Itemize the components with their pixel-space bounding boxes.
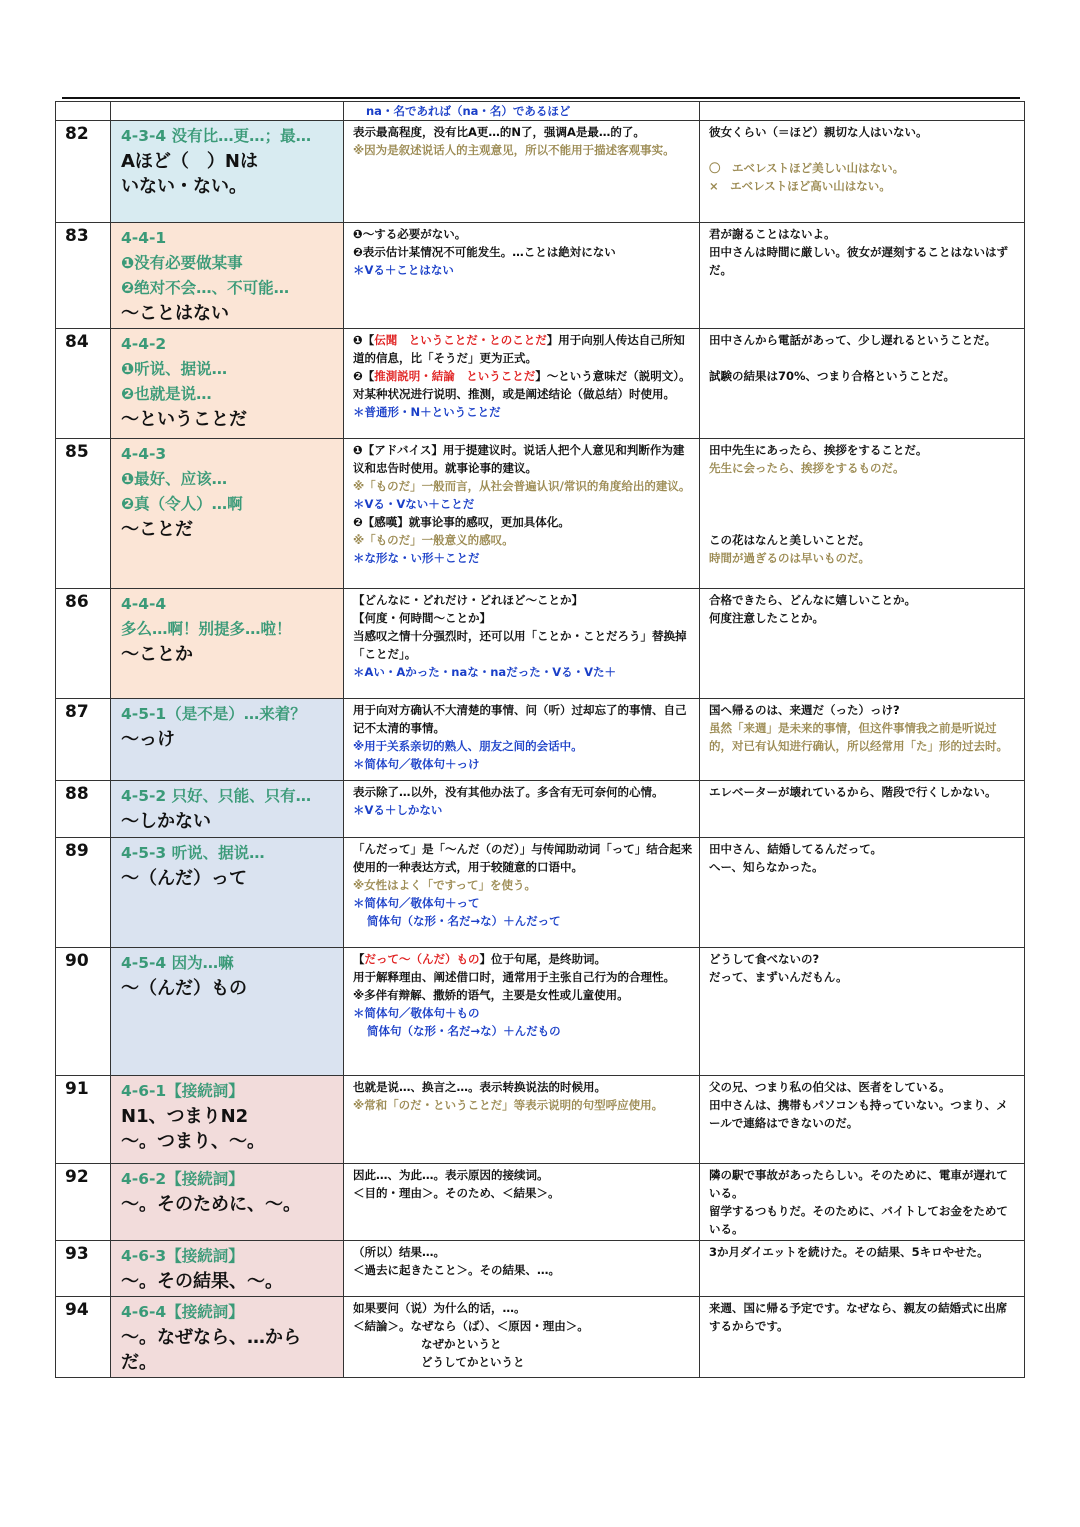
explanation-line: ＊简体句／敬体句＋もの xyxy=(353,1006,480,1020)
grammar-pattern-cell xyxy=(111,781,344,838)
example-cell xyxy=(700,838,1025,948)
explanation-line: 如果要问（说）为什么的话，…。 xyxy=(353,1301,526,1315)
highlight-term: 伝聞 ということだ・とのことだ xyxy=(374,333,547,347)
example-cell xyxy=(700,1164,1025,1241)
explanation-cell xyxy=(344,1076,700,1164)
example-line: 君が謝ることはないよ。 xyxy=(709,227,836,241)
grammar-pattern-cell xyxy=(111,223,344,329)
grammar-form: Aほど（ ）Nは xyxy=(121,151,258,172)
explanation-line: ＊简体句／敬体句＋って xyxy=(353,896,480,910)
table-row xyxy=(56,948,1025,1076)
grammar-form: ～。その結果、～。 xyxy=(121,1271,283,1292)
row-number: 89 xyxy=(56,838,111,948)
example-cell xyxy=(700,1076,1025,1164)
grammar-code-text: 4-5-2 只好、只能、只有… xyxy=(121,787,312,805)
grammar-form: ～ことか xyxy=(121,644,193,665)
explanation-line: どうしてかというと xyxy=(421,1355,525,1369)
example-line: 来週、国に帰る予定です。なぜなら、親友の結婚式に出席するからです。 xyxy=(709,1301,1008,1333)
grammar-pattern-cell xyxy=(111,121,344,223)
top-rule xyxy=(62,97,1020,99)
row-number xyxy=(56,102,111,121)
grammar-pattern-cell xyxy=(111,329,344,439)
grammar-form: ～。なぜなら、…から xyxy=(121,1327,301,1348)
explanation-cell xyxy=(344,781,700,838)
explanation-line xyxy=(353,950,693,968)
grammar-meaning: ❷真（令人）…啊 xyxy=(121,495,243,513)
explanation-line: 用于解释理由、阐述借口时，通常用于主张自己行为的合理性。 xyxy=(353,970,675,984)
explanation-line: ※「ものだ」一般意义的感叹。 xyxy=(353,533,514,547)
explanation-line: 因此…、为此…。表示原因的接续词。 xyxy=(353,1168,549,1182)
row-number: 87 xyxy=(56,699,111,781)
grammar-code: 4-6-3【接続詞】 xyxy=(121,1247,244,1265)
grammar-code: 4-6-4【接続詞】 xyxy=(121,1303,244,1321)
grammar-form: ～（んだ）もの xyxy=(121,978,247,999)
example-line: 田中さんは、携帯もパソコンも持っていない。つまり、メールで連絡はできないのだ。 xyxy=(709,1098,1008,1130)
explanation-line: 简体句（な形・名だ→な）＋んだもの xyxy=(367,1024,561,1038)
example-line: 虽然「来週」是未来的事情，但这件事情我之前是听说过的，对已有认知进行确认，所以经常用「た」形的过去时。 xyxy=(709,721,1008,753)
grammar-form: ～ことだ xyxy=(121,519,193,540)
grammar-meaning: ❶最好、应该… xyxy=(121,470,228,488)
highlight-term: 推測説明・結論 ということだ xyxy=(374,369,536,383)
example-line: へー、知らなかった。 xyxy=(709,860,824,874)
grammar-pattern-cell xyxy=(111,589,344,699)
explanation-cell xyxy=(344,1297,700,1378)
table-row xyxy=(56,329,1025,439)
grammar-form: ～っけ xyxy=(121,729,175,750)
explanation-line: ※多伴有辩解、撒娇的语气，主要是女性或儿童使用。 xyxy=(353,988,629,1002)
grammar-code: 4-4-2 xyxy=(121,335,167,353)
example-line xyxy=(709,495,1018,513)
explanation-line: ＊Vる・Vない＋ことだ xyxy=(353,497,475,511)
explanation-line: 当感叹之情十分强烈时，还可以用「ことか・ことだろう」替换掉「ことだ」。 xyxy=(353,629,687,661)
example-line: 田中さん、結婚してるんだって。 xyxy=(709,842,882,856)
explanation-text: 】～という意味だ（説明文）。对某种状况进行说明、推测，或是阐述结论（做总结）时使用。 xyxy=(353,369,691,401)
explanation-line: ❶～する必要がない。 xyxy=(353,227,467,241)
example-line: だって、まずいんだもん。 xyxy=(709,970,848,984)
row-number: 84 xyxy=(56,329,111,439)
table-row xyxy=(56,838,1025,948)
row-number: 82 xyxy=(56,121,111,223)
explanation-line: ＜結論＞。なぜなら（ば）、＜原因・理由＞。 xyxy=(353,1319,589,1333)
grammar-pattern-cell xyxy=(111,948,344,1076)
explanation-cell xyxy=(344,589,700,699)
example-cell xyxy=(700,329,1025,439)
explanation-cell xyxy=(344,121,700,223)
grammar-code xyxy=(121,784,339,809)
example-line: 父の兄、つまり私の伯父は、医者をしている。 xyxy=(709,1080,951,1094)
table-row xyxy=(56,1076,1025,1164)
example-cell xyxy=(700,781,1025,838)
explanation-line: 表示除了…以外，没有其他办法了。多含有无可奈何的心情。 xyxy=(353,785,664,799)
table-row xyxy=(56,1241,1025,1297)
example-cell xyxy=(700,439,1025,589)
grammar-form: いない・ない。 xyxy=(121,176,247,197)
grammar-pattern-cell xyxy=(111,1076,344,1164)
explanation-line: 简体句（な形・名だ→な）＋んだって xyxy=(367,914,561,928)
example-line: この花はなんと美しいことだ。 xyxy=(709,533,870,547)
grammar-code: 4-3-4 没有比…更…；最… xyxy=(121,127,312,145)
explanation-line: ＜過去に起きたこと＞。その結果、…。 xyxy=(353,1263,560,1277)
explanation-cell xyxy=(344,1241,700,1297)
explanation-line: なぜかというと xyxy=(421,1337,502,1351)
explanation-line: 【何度・何時間～ことか】 xyxy=(353,611,491,625)
grammar-code: 4-4-4 xyxy=(121,595,167,613)
grammar-pattern-cell xyxy=(111,102,344,121)
table-row xyxy=(56,1164,1025,1241)
explanation-line: ※用于关系亲切的熟人、朋友之间的会话中。 xyxy=(353,739,583,753)
example-line: × エベレストほど高い山はない。 xyxy=(709,179,891,193)
example-line xyxy=(709,141,1018,159)
grammar-form: ～ことはない xyxy=(121,303,229,324)
explanation-line: ＊简体句／敬体句＋っけ xyxy=(353,757,480,771)
explanation-text: 】位于句尾，是终助词。 xyxy=(479,952,606,966)
example-line: 国へ帰るのは、来週だ（った）っけ? xyxy=(709,703,900,717)
explanation-cell xyxy=(344,223,700,329)
example-line: 田中先生にあったら、挨拶をすることだ。 xyxy=(709,443,928,457)
bracket-open: ❷【 xyxy=(353,369,375,383)
table-row xyxy=(56,439,1025,589)
explanation-line: 也就是说…、换言之…。表示转换说法的时候用。 xyxy=(353,1080,606,1094)
example-line xyxy=(709,349,1018,367)
grammar-meaning: 多么…啊！别提多…啦！ xyxy=(121,620,292,638)
explanation-line: 表示最高程度，没有比A更…的N了，强调A是最…的了。 xyxy=(353,125,645,139)
example-line xyxy=(709,513,1018,531)
example-line: 試験の結果は70%、つまり合格ということだ。 xyxy=(709,369,956,383)
grammar-form: だ。 xyxy=(121,1352,157,1373)
explanation-line: ＊な形な・い形＋ことだ xyxy=(353,551,480,565)
explanation-cell xyxy=(344,699,700,781)
grammar-meaning: ❷绝对不会…、不可能… xyxy=(121,279,290,297)
grammar-pattern-cell xyxy=(111,439,344,589)
example-cell xyxy=(700,1297,1025,1378)
example-line: 先生に会ったら、挨拶をするものだ。 xyxy=(709,461,905,475)
table-row xyxy=(56,781,1025,838)
grammar-code: 4-6-1【接続詞】 xyxy=(121,1082,244,1100)
grammar-table xyxy=(55,101,1025,1378)
grammar-pattern-cell xyxy=(111,699,344,781)
table-row xyxy=(56,699,1025,781)
example-line: 時間が過ぎるのは早いものだ。 xyxy=(709,551,870,565)
explanation-line: ＜目的・理由＞。そのため、＜結果＞。 xyxy=(353,1186,560,1200)
grammar-pattern-cell xyxy=(111,1297,344,1378)
explanation-line: 用于向对方确认不大清楚的事情、问（听）过却忘了的事情、自己记不太清的事情。 xyxy=(353,703,687,735)
explanation-line: （所以）结果…。 xyxy=(353,1245,445,1259)
grammar-code: 4-5-3 听说、据说… xyxy=(121,844,265,862)
explanation-text: 】用于向别人传达自己所知道的信息，比「そうだ」更为正式。 xyxy=(353,333,685,365)
row-number: 91 xyxy=(56,1076,111,1164)
example-line: 彼女くらい（＝ほど）親切な人はいない。 xyxy=(709,125,928,139)
explanation-cell xyxy=(344,439,700,589)
grammar-form: N1、つまりN2 xyxy=(121,1106,249,1127)
grammar-meaning: ❷也就是说… xyxy=(121,385,212,403)
explanation-line xyxy=(353,331,693,367)
example-cell xyxy=(700,102,1025,121)
highlight-term: だって～（んだ）もの xyxy=(364,952,480,966)
example-line: 〇 エベレストほど美しい山はない。 xyxy=(709,161,905,175)
example-line: 3か月ダイエットを続けた。その結果、5キロやせた。 xyxy=(709,1245,989,1259)
example-cell xyxy=(700,589,1025,699)
example-cell xyxy=(700,223,1025,329)
example-cell xyxy=(700,948,1025,1076)
row-number: 83 xyxy=(56,223,111,329)
example-line: 留学するつもりだ。そのために、バイトしてお金をためている。 xyxy=(709,1204,1008,1236)
row-number: 93 xyxy=(56,1241,111,1297)
grammar-pattern-cell xyxy=(111,1241,344,1297)
grammar-pattern-cell xyxy=(111,838,344,948)
grammar-form: ～ということだ xyxy=(121,409,247,430)
example-line xyxy=(709,477,1018,495)
grammar-code: 4-5-4 因为…嘛 xyxy=(121,954,234,972)
bracket-open: ❶【 xyxy=(353,333,375,347)
explanation-line: ＊Vる＋ことはない xyxy=(353,263,454,277)
example-line: 田中さんは時間に厳しい。彼女が遅刻することはないはずだ。 xyxy=(709,245,1008,277)
example-line: 合格できたら、どんなに嬉しいことか。 xyxy=(709,593,916,607)
example-cell xyxy=(700,699,1025,781)
example-line: 田中さんから電話があって、少し遅れるということだ。 xyxy=(709,333,997,347)
grammar-form xyxy=(121,809,339,835)
explanation-cell xyxy=(344,948,700,1076)
example-cell xyxy=(700,1241,1025,1297)
table-row-header-continuation xyxy=(56,102,1025,121)
example-line: どうして食べないの? xyxy=(709,952,820,966)
explanation-line: na・名であれば（na・名）であるほど xyxy=(366,104,571,118)
table-row xyxy=(56,589,1025,699)
explanation-line: ※「ものだ」一般而言，从社会普遍认识/常识的角度给出的建议。 xyxy=(353,479,691,493)
row-number: 86 xyxy=(56,589,111,699)
bracket-open: 【 xyxy=(353,952,365,966)
grammar-form: ～。つまり、～。 xyxy=(121,1131,265,1152)
explanation-line: ※女性はよく「ですって」を使う。 xyxy=(353,878,536,892)
grammar-code: 4-4-3 xyxy=(121,445,167,463)
grammar-meaning: ❶没有必要做某事 xyxy=(121,254,243,272)
table-row xyxy=(56,1297,1025,1378)
explanation-line: ＊普通形・N＋ということだ xyxy=(353,405,501,419)
explanation-line: ❷表示估计某情况不可能发生。…ことは絶対にない xyxy=(353,245,616,259)
explanation-cell xyxy=(344,329,700,439)
table-row xyxy=(56,223,1025,329)
row-number: 90 xyxy=(56,948,111,1076)
explanation-line: ※常和「のだ・ということだ」等表示说明的句型呼应使用。 xyxy=(353,1098,664,1112)
grammar-meaning: ❶听说、据说… xyxy=(121,360,228,378)
explanation-line: 「んだって」是「～んだ（のだ）」与传闻助动词「って」结合起来使用的一种表达方式，用于较随意的口语中。 xyxy=(353,842,693,874)
explanation-line: ❷【感嘆】就事论事的感叹，更加具体化。 xyxy=(353,515,570,529)
example-line: 隣の駅で事故があったらしい。そのために、電車が遅れている。 xyxy=(709,1168,1008,1200)
explanation-line xyxy=(353,367,693,403)
grammar-code: 4-4-1 xyxy=(121,229,167,247)
row-number: 88 xyxy=(56,781,111,838)
explanation-line: ＊Vる＋しかない xyxy=(353,803,443,817)
explanation-line: ※因为是叙述说话人的主观意见，所以不能用于描述客观事实。 xyxy=(353,143,675,157)
row-number: 92 xyxy=(56,1164,111,1241)
explanation-cell xyxy=(344,838,700,948)
explanation-cell xyxy=(344,1164,700,1241)
table-row xyxy=(56,121,1025,223)
grammar-form: ～。そのために、～。 xyxy=(121,1194,301,1215)
grammar-pattern-cell xyxy=(111,1164,344,1241)
example-line: 何度注意したことか。 xyxy=(709,611,824,625)
grammar-code: 4-6-2【接続詞】 xyxy=(121,1170,244,1188)
grammar-form: ～（んだ）って xyxy=(121,868,247,889)
explanation-cell xyxy=(344,102,700,121)
explanation-line: ❶【アドバイス】用于提建议时。说话人把个人意见和判断作为建议和忠告时使用。就事论事的建议。 xyxy=(353,443,685,475)
explanation-line: 【どんなに・どれだけ・どれほど～ことか】 xyxy=(353,593,583,607)
explanation-line: ＊Aい・Aかった・naな・naだった・Vる・Vた＋ xyxy=(353,665,616,679)
grammar-form-text: ～しかない xyxy=(121,811,211,832)
row-number: 85 xyxy=(56,439,111,589)
example-line: エレベーターが壊れているから、階段で行くしかない。 xyxy=(709,785,997,799)
grammar-code: 4-5-1（是不是）…来着？ xyxy=(121,705,306,723)
row-number: 94 xyxy=(56,1297,111,1378)
example-cell xyxy=(700,121,1025,223)
